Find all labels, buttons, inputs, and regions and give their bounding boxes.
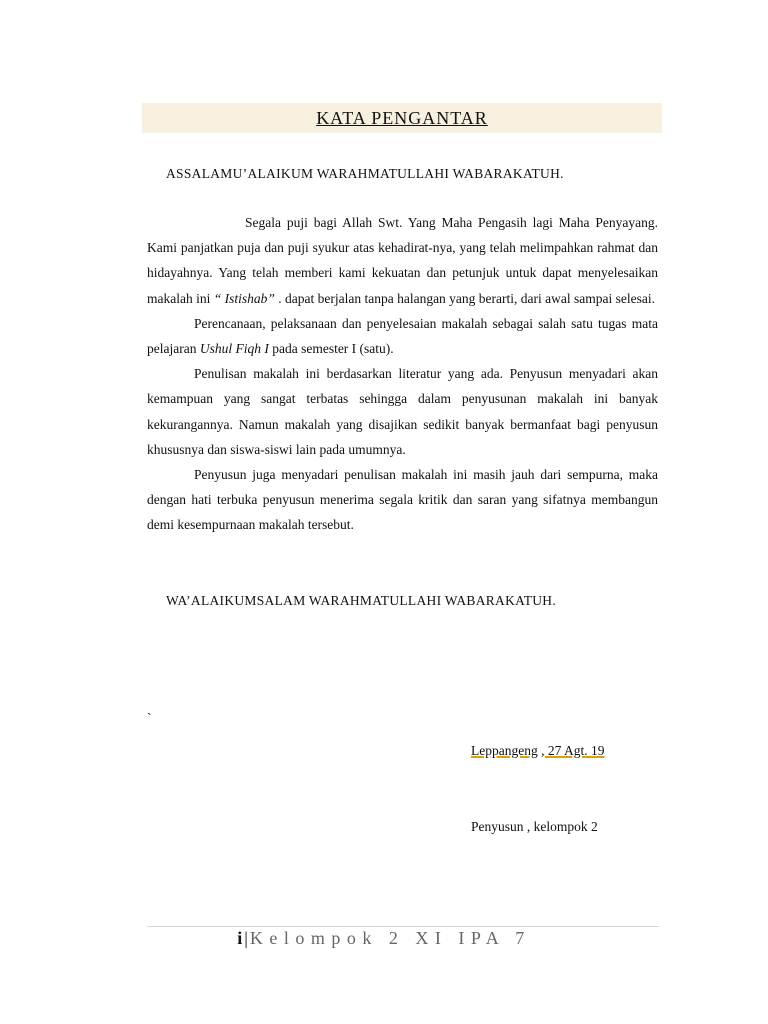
footer-separator: | — [244, 928, 248, 948]
paragraph-3: Penulisan makalah ini berdasarkan literatur yang ada. Penyusun menyadari akan kemampuan yang sangat terbatas sehingga dalam penyusunan makalah ini banyak kekurangannya. Namun makalah yang disajikan sedikit banyak bermanfaat bagi penyusun khususnya dan siswa-siswi lain pada umumnya. — [147, 366, 658, 457]
title-bar — [142, 103, 662, 133]
paragraph-2 — [147, 311, 658, 361]
footer-divider — [147, 926, 659, 927]
paragraph-1 — [147, 210, 658, 311]
paragraph-1-text: Segala puji bagi Allah Swt. Yang Maha Pengasih lagi Maha Penyayang. Kami panjatkan puja dan puji syukur atas kehadirat-nya, yang telah melimpahkan rahmat dan hidayahnya. Yang telah memberi kami kekuatan dan petunjuk untuk dapat menyelesaikan makalah ini — [147, 215, 658, 306]
paragraph-2-text: Perencanaan, pelaksanaan dan penyelesaian makalah sebagai salah satu tugas mata pelajaran — [147, 315, 658, 357]
place-date: Leppangeng , 27 Agt. 19 — [471, 743, 605, 758]
body-text — [147, 210, 658, 538]
paragraph-1-text-end: . dapat berjalan tanpa halangan yang berarti, dari awal sampai selesai. — [274, 290, 655, 306]
stray-mark: ` — [147, 710, 152, 725]
page-title: KATA PENGANTAR — [316, 107, 488, 128]
title-italic: “ Istishab” — [213, 290, 275, 306]
page-footer — [0, 928, 768, 949]
author-signature: Penyusun , kelompok 2 — [471, 819, 598, 834]
paragraph-2-text-end: pada semester I (satu). — [268, 341, 394, 357]
footer-label: Kelompok 2 XI IPA 7 — [249, 928, 531, 948]
paragraph-4: Penyusun juga menyadari penulisan makalah ini masih jauh dari sempurna, maka dengan hati terbuka penyusun menerima segala kritik dan saran yang sifatnya membangun demi kesempurnaan makalah tersebut. — [147, 467, 658, 533]
subject-italic: Ushul Fiqh I — [199, 341, 269, 357]
opening-greeting: ASSALAMU’ALAIKUM WARAHMATULLAHI WABARAKATUH. — [166, 166, 564, 181]
closing-greeting: WA’ALAIKUMSALAM WARAHMATULLAHI WABARAKATUH. — [166, 593, 557, 608]
page-number: i — [237, 928, 243, 948]
